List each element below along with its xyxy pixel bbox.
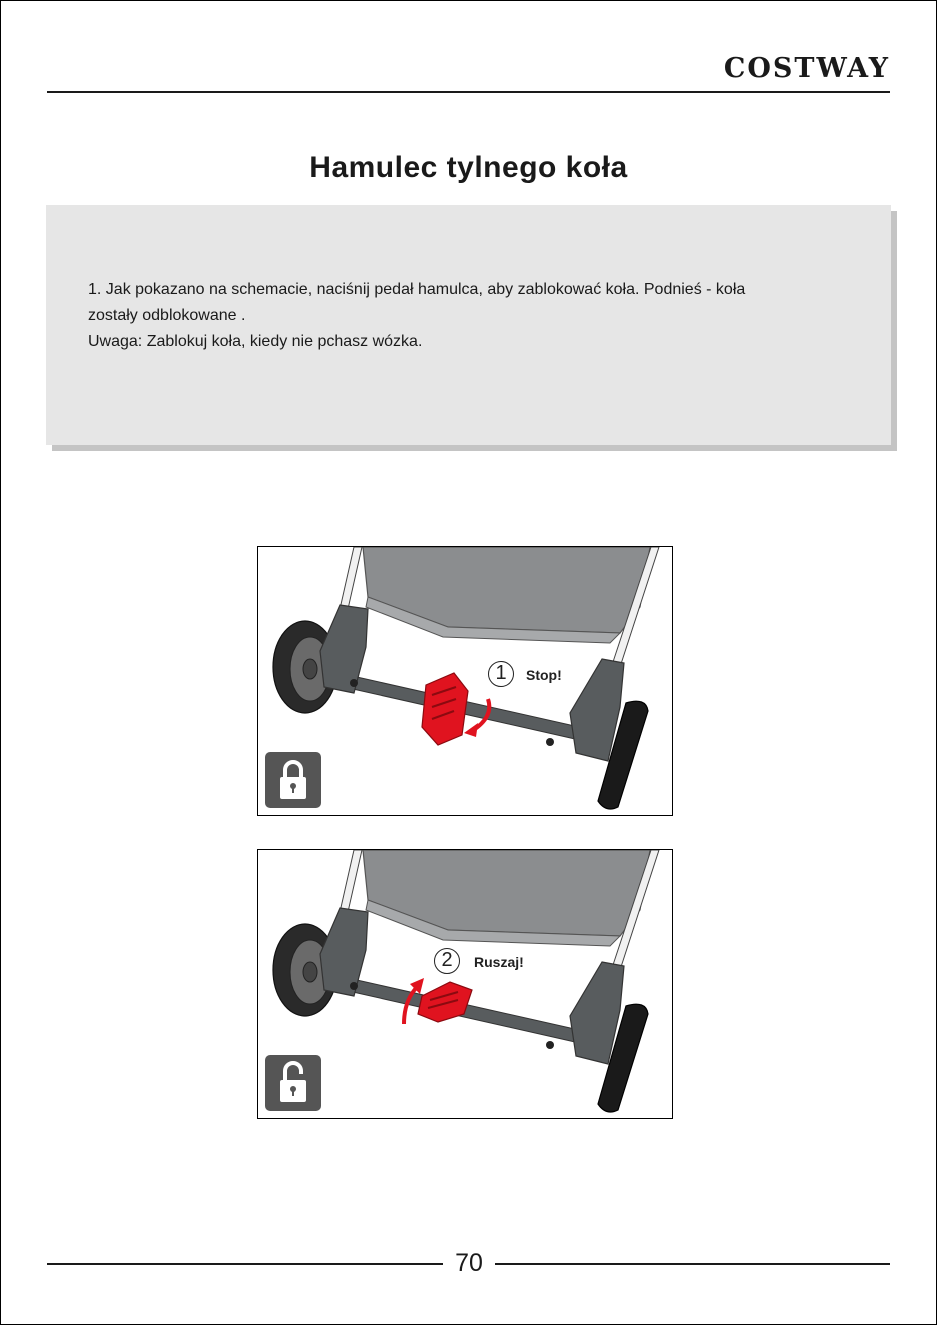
instruction-step-1-line-2: zostały odblokowane .	[88, 307, 246, 324]
lock-closed-icon	[265, 752, 321, 808]
footer-divider-left	[47, 1263, 443, 1265]
stop-label: Stop!	[526, 667, 562, 683]
header-divider	[47, 91, 890, 93]
footer-divider-right	[495, 1263, 890, 1265]
lock-open-icon	[265, 1055, 321, 1111]
section-title: Hamulec tylnego koła	[309, 151, 628, 184]
instruction-step-1-line-1: 1. Jak pokazano na schemacie, naciśnij pedał hamulca, aby zablokować koła. Podnieś - koła	[88, 281, 746, 298]
figure-brake-lock	[257, 546, 673, 816]
figure-brake-release	[257, 849, 673, 1119]
page-number: 70	[455, 1249, 483, 1277]
instruction-note: Uwaga: Zablokuj koła, kiedy nie pchasz wózka.	[88, 333, 423, 350]
step-number-badge: 1	[488, 661, 514, 687]
instructions-box	[46, 205, 891, 445]
brand-logo: COSTWAY	[723, 53, 890, 84]
go-label: Ruszaj!	[474, 954, 524, 970]
step-number-badge: 2	[434, 948, 460, 974]
